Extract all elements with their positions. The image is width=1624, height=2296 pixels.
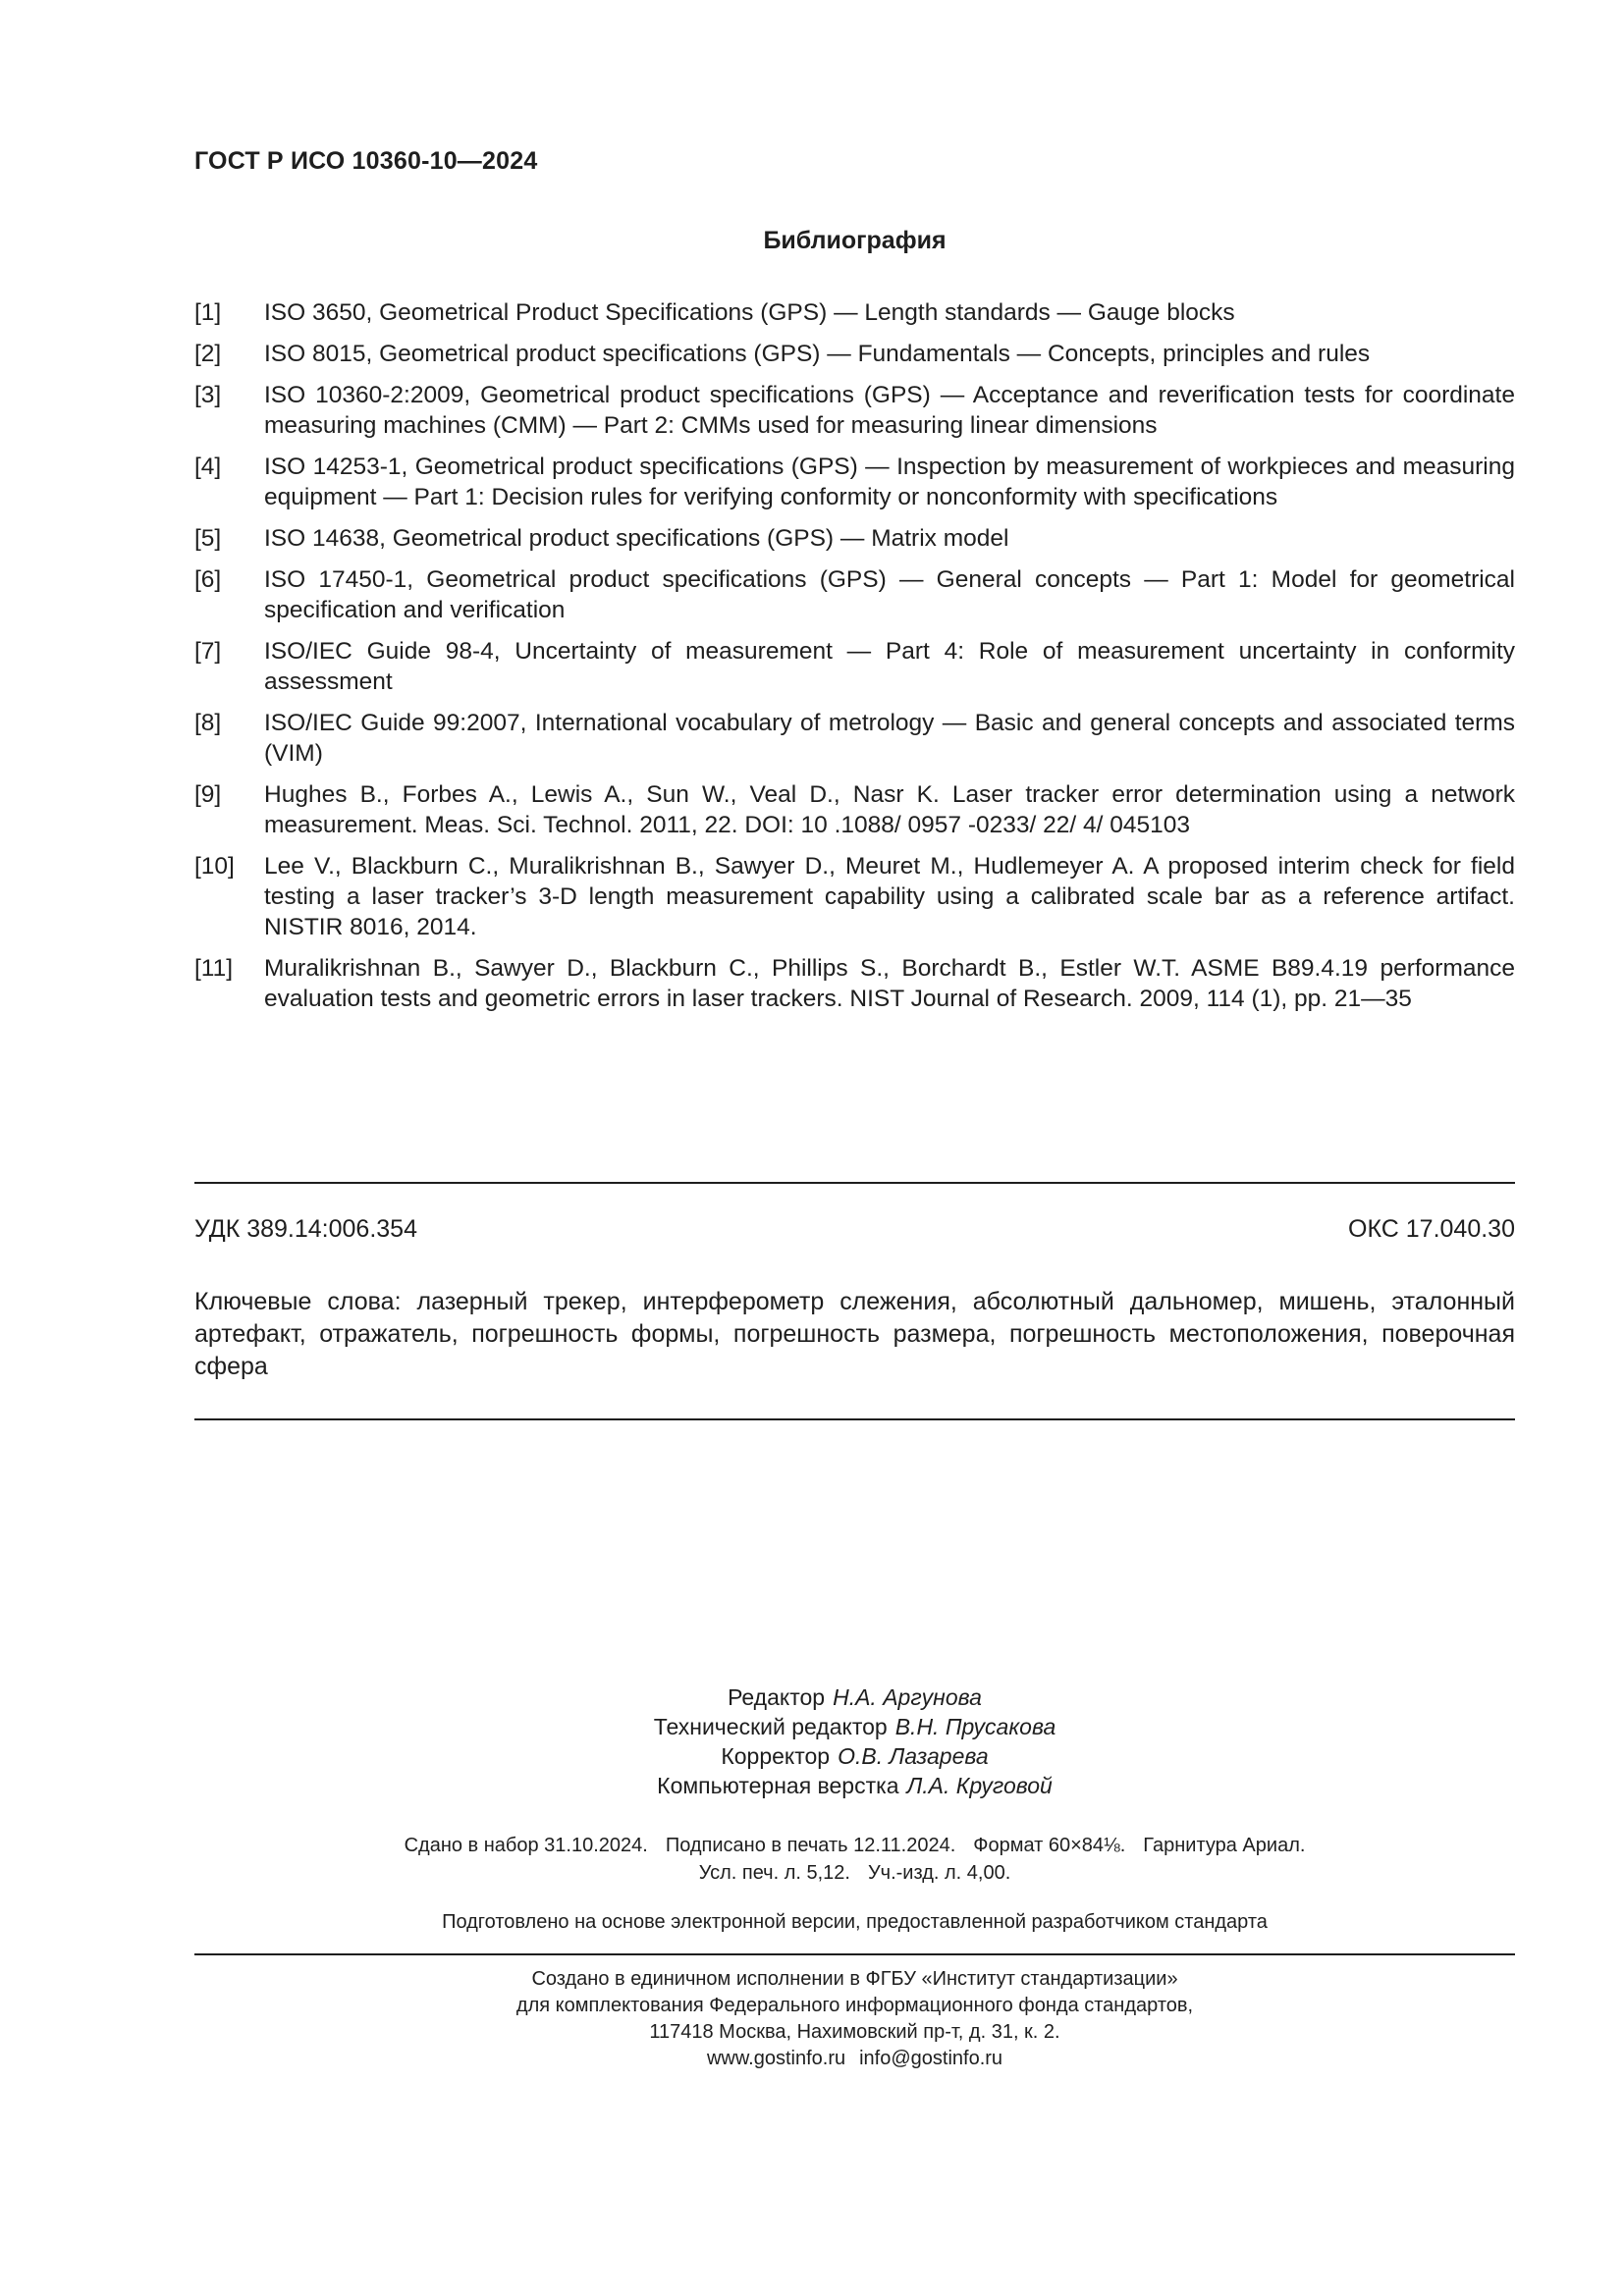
- credit-name: О.В. Лазарева: [838, 1743, 989, 1769]
- credit-role: Технический редактор: [653, 1714, 888, 1739]
- divider-top: [194, 1182, 1515, 1184]
- ref-text: ISO 8015, Geometrical product specifications (GPS) — Fundamentals — Concepts, principles and rules: [264, 341, 1371, 367]
- divider-keywords: [194, 1418, 1515, 1420]
- bibliography-item: [194, 953, 1515, 1014]
- ref-text: Hughes B., Forbes A., Lewis A., Sun W., Veal D., Nasr K. Laser tracker error determination using a network measurement. Meas. Sci. Technol. 2011, 22. DOI: 10 .1088/ 0957 -0233/ 22/ 4/ 045103: [264, 781, 1515, 838]
- bibliography-list: [194, 297, 1515, 1025]
- bibliography-item: [194, 452, 1515, 512]
- credit-layout: [194, 1771, 1515, 1800]
- ref-number: [11]: [194, 955, 234, 982]
- ref-number: [3]: [194, 382, 222, 408]
- ref-text: Lee V., Blackburn C., Muralikrishnan B., Sawyer D., Meuret M., Hudlemeyer A. A proposed interim check for field testing a laser tracker’s 3-D length measurement capability using a calibrated scale bar as a reference artifact. NISTIR 8016, 2014.: [264, 853, 1515, 940]
- keywords: Ключевые слова: лазерный трекер, интерферометр слежения, абсолютный дальномер, мишень, эталонный артефакт, отражатель, погрешность формы, погрешность размера, погрешность местоположения, поверочная сфера: [194, 1288, 1515, 1380]
- publisher-footer: [194, 1966, 1515, 2072]
- oks-code: ОКС 17.040.30: [1348, 1215, 1515, 1243]
- ref-number: [10]: [194, 853, 235, 880]
- bibliography-item: [194, 339, 1515, 369]
- bibliography-item: [194, 297, 1515, 328]
- footer-contacts: [194, 2046, 1515, 2072]
- typeface: Гарнитура Ариал.: [1143, 1835, 1306, 1856]
- bibliography-item: [194, 779, 1515, 840]
- footer-line-3: 117418 Москва, Нахимовский пр-т, д. 31, к. 2.: [649, 2021, 1060, 2043]
- credit-role: Компьютерная верстка: [657, 1773, 899, 1798]
- ref-number: [1]: [194, 299, 222, 326]
- publisher-sheets: Уч.-изд. л. 4,00.: [867, 1862, 1011, 1884]
- ref-number: [6]: [194, 566, 222, 593]
- prepared-note: Подготовлено на основе электронной версии, предоставленной разработчиком стандарта: [442, 1911, 1268, 1933]
- ref-number: [2]: [194, 341, 222, 367]
- bibliography-item: [194, 708, 1515, 769]
- ref-text: ISO 14253-1, Geometrical product specifications (GPS) — Inspection by measurement of workpieces and measuring equipment — Part 1: Decision rules for verifying conformity or nonconformity with specifications: [264, 454, 1515, 510]
- ref-text: ISO 17450-1, Geometrical product specifications (GPS) — General concepts — Part 1: Model for geometrical specification and verification: [264, 566, 1515, 623]
- credit-role: Корректор: [721, 1743, 831, 1769]
- print-info-line-2: [194, 1859, 1515, 1887]
- bibliography-item: [194, 851, 1515, 942]
- divider-footer: [194, 1953, 1515, 1955]
- print-sheets: Усл. печ. л. 5,12.: [698, 1862, 850, 1884]
- bibliography-item: [194, 636, 1515, 697]
- credit-name: Н.А. Аргунова: [833, 1684, 982, 1710]
- credit-name: Л.А. Круговой: [906, 1773, 1053, 1798]
- ref-text: ISO/IEC Guide 99:2007, International vocabulary of metrology — Basic and general concepts and associated terms (VIM): [264, 710, 1515, 767]
- signed-date: Подписано в печать 12.11.2024.: [665, 1835, 956, 1856]
- credit-name: В.Н. Прусакова: [894, 1714, 1056, 1739]
- website-link[interactable]: www.gostinfo.ru: [706, 2048, 846, 2069]
- credit-corrector: [194, 1741, 1515, 1771]
- ref-text: Muralikrishnan B., Sawyer D., Blackburn C., Phillips S., Borchardt B., Estler W.T. ASME B89.4.19 performance evaluation tests and geometric errors in laser trackers. NIST Journal of Research. 2009, 114 (1), pp. 21—35: [264, 955, 1515, 1012]
- email-link[interactable]: info@gostinfo.ru: [859, 2048, 1003, 2069]
- credit-tech-editor: [194, 1712, 1515, 1741]
- typeset-date: Сдано в набор 31.10.2024.: [404, 1835, 648, 1856]
- ref-number: [4]: [194, 454, 222, 480]
- print-info: [194, 1832, 1515, 1887]
- standard-designation: ГОСТ Р ИСО 10360-10—2024: [194, 147, 538, 175]
- ref-number: [8]: [194, 710, 222, 736]
- footer-line-2: для комплектования Федерального информационного фонда стандартов,: [515, 1995, 1194, 2016]
- ref-text: ISO/IEC Guide 98-4, Uncertainty of measurement — Part 4: Role of measurement uncertainty in conformity assessment: [264, 638, 1515, 695]
- paper-format: Формат 60×84⅛.: [973, 1835, 1126, 1856]
- ref-number: [7]: [194, 638, 222, 665]
- bibliography-item: [194, 564, 1515, 625]
- bibliography-item: [194, 380, 1515, 441]
- credit-editor: [194, 1682, 1515, 1712]
- footer-line-1: Создано в единичном исполнении в ФГБУ «Институт стандартизации»: [531, 1968, 1178, 1990]
- ref-number: [9]: [194, 781, 222, 808]
- credit-role: Редактор: [728, 1684, 826, 1710]
- print-info-line-1: [194, 1832, 1515, 1859]
- ref-text: ISO 3650, Geometrical Product Specifications (GPS) — Length standards — Gauge blocks: [264, 299, 1235, 326]
- ref-text: ISO 10360-2:2009, Geometrical product specifications (GPS) — Acceptance and reverification tests for coordinate measuring machines (CMM) — Part 2: CMMs used for measuring linear dimensions: [264, 382, 1515, 439]
- ref-text: ISO 14638, Geometrical product specifications (GPS) — Matrix model: [264, 525, 1009, 552]
- bibliography-item: [194, 523, 1515, 554]
- bibliography-title: Библиография: [763, 227, 947, 254]
- editorial-credits: [194, 1682, 1515, 1800]
- ref-number: [5]: [194, 525, 222, 552]
- udk-code: УДК 389.14:006.354: [194, 1215, 417, 1243]
